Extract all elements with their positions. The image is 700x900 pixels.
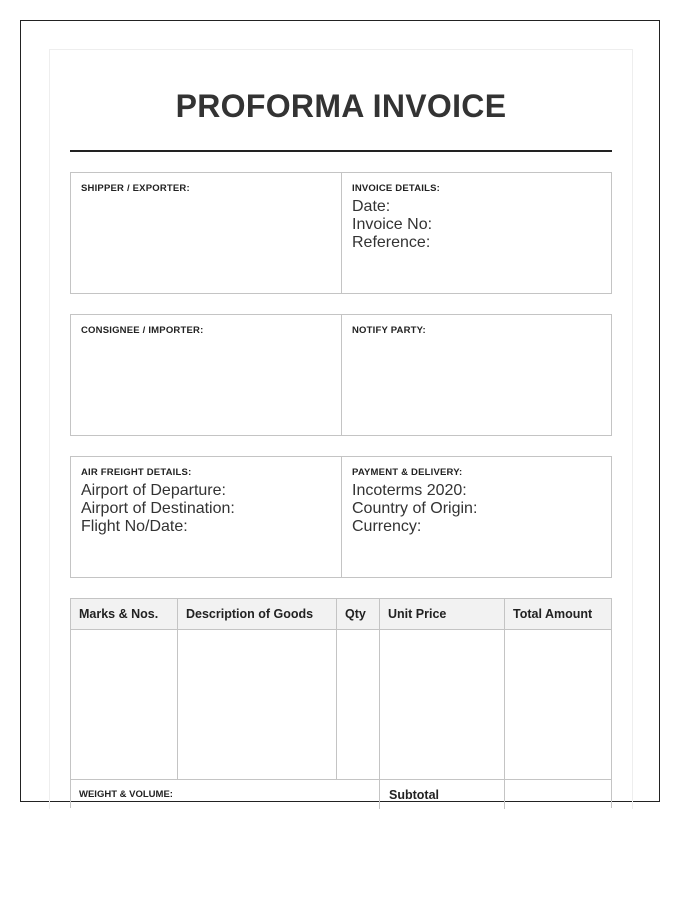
column-divider (336, 599, 337, 780)
column-header-unit-price: Unit Price (388, 607, 447, 621)
column-header-description: Description of Goods (186, 607, 314, 621)
notify-party-section (342, 315, 611, 435)
goods-table-header (71, 599, 611, 630)
air-freight-label: AIR FREIGHT DETAILS: (81, 467, 192, 478)
payment-delivery-section (342, 457, 611, 577)
notify-party-label: NOTIFY PARTY: (352, 325, 426, 336)
shipping-box (70, 456, 612, 578)
invoice-reference-field: Reference: (352, 234, 431, 251)
invoice-title: PROFORMA INVOICE (175, 88, 507, 124)
column-header-marks: Marks & Nos. (79, 607, 159, 621)
currency-field: Currency: (352, 518, 422, 535)
column-divider (504, 599, 505, 809)
flight-field: Flight No/Date: (81, 518, 188, 535)
shipper-section (71, 173, 341, 293)
parties-box-1 (70, 172, 612, 294)
invoice-details-section (342, 173, 611, 293)
subtotal-label: Subtotal (389, 788, 439, 802)
payment-delivery-label: PAYMENT & DELIVERY: (352, 467, 463, 478)
incoterms-field: Incoterms 2020: (352, 482, 467, 499)
destination-airport-field: Airport of Destination: (81, 500, 235, 517)
air-freight-section (71, 457, 341, 577)
table-footer-line (71, 779, 611, 780)
invoice-number-field: Invoice No: (352, 216, 433, 233)
shipper-label: SHIPPER / EXPORTER: (81, 183, 190, 194)
country-of-origin-field: Country of Origin: (352, 500, 478, 517)
column-header-total-amount: Total Amount (513, 607, 593, 621)
goods-table (70, 598, 612, 808)
consignee-section (71, 315, 341, 435)
consignee-label: CONSIGNEE / IMPORTER: (81, 325, 204, 336)
invoice-date-field: Date: (352, 198, 391, 215)
column-divider (379, 599, 380, 809)
column-header-qty: Qty (345, 607, 366, 621)
departure-airport-field: Airport of Departure: (81, 482, 226, 499)
title-rule (70, 150, 612, 152)
weight-volume-label: WEIGHT & VOLUME: (79, 789, 173, 800)
column-divider (177, 599, 178, 780)
invoice-details-label: INVOICE DETAILS: (352, 183, 440, 194)
parties-box-2 (70, 314, 612, 436)
